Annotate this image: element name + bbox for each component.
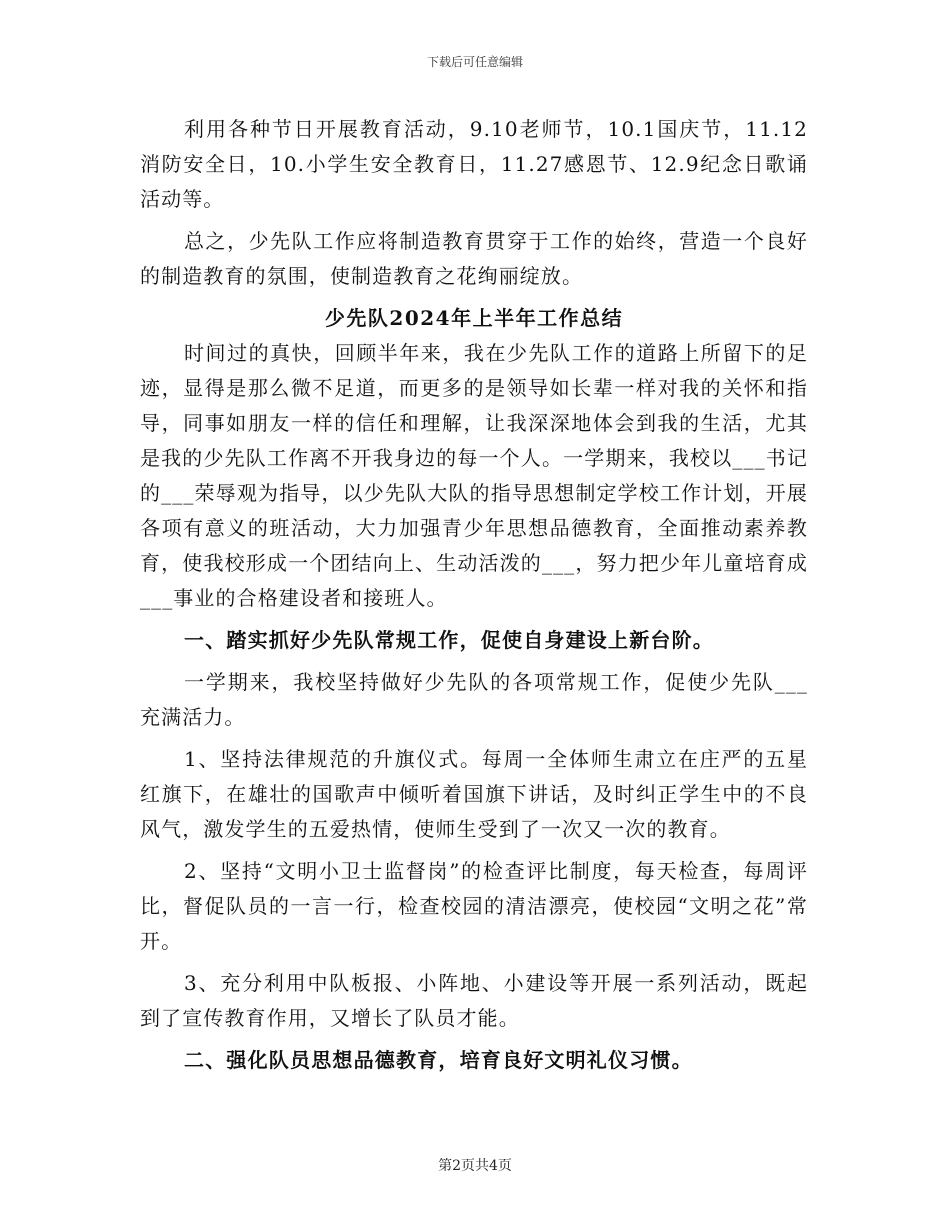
paragraph-civility-guard: 2、坚持“文明小卫士监督岗”的检查评比制度，每天检查，每周评比，督促队员的一言一行，检查校园的清洁漂亮，使校园“文明之花”常开。 (140, 859, 808, 953)
paragraph-summary: 总之，少先队工作应将制造教育贯穿于工作的始终，营造一个良好的制造教育的氛围，使制造教育之花绚丽绽放。 (140, 229, 808, 288)
document-title: 少先队2024年上半年工作总结 (324, 306, 624, 330)
paragraph-intro: 时间过的真快，回顾半年来，我在少先队工作的道路上所留下的足迹，显得是那么微不足道，而更多的是领导如长辈一样对我的关怀和指导，同事如朋友一样的信任和理解，让我深深地体会到我的生活，尤其是我的少先队工作离不开我身边的每一个人。一学期来，我校以___书记的___荣辱观为指导，以少先队大队的指导思想制定学校工作计划，开展各项有意义的班活动，大力加强青少年思想品德教育，全面推动素养教育，使我校形成一个团结向上、生动活泼的___，努力把少年儿童培育成___事业的合格建设者和接班人。 (140, 341, 808, 610)
paragraph-flag-ceremony: 1、坚持法律规范的升旗仪式。每周一全体师生肃立在庄严的五星红旗下，在雄壮的国歌声中倾听着国旗下讲话，及时纠正学生中的不良风气，激发学生的五爱热情，使师生受到了一次又一次的教育。 (140, 747, 808, 841)
paragraph-blackboard: 3、充分利用中队板报、小阵地、小建设等开展一系列活动，既起到了宣传教育作用，又增长了队员才能。 (140, 971, 808, 1030)
paragraph-holiday-activities: 利用各种节日开展教育活动，9.10老师节，10.1国庆节，11.12消防安全日，10.小学生安全教育日，11.27感恩节、12.9纪念日歌诵活动等。 (140, 117, 808, 211)
paragraph-routine-work: 一学期来，我校坚持做好少先队的各项常规工作，促使少先队___充满活力。 (140, 670, 808, 729)
page-header: 下载后可任意编辑 (426, 55, 523, 69)
page-number: 第2页共4页 (438, 1158, 512, 1174)
document-body (140, 112, 808, 1085)
section-heading-1: 一、踏实抓好少先队常规工作，促使自身建设上新台阶。 (184, 628, 714, 652)
section-heading-2: 二、强化队员思想品德教育，培育良好文明礼仪习惯。 (184, 1048, 693, 1072)
